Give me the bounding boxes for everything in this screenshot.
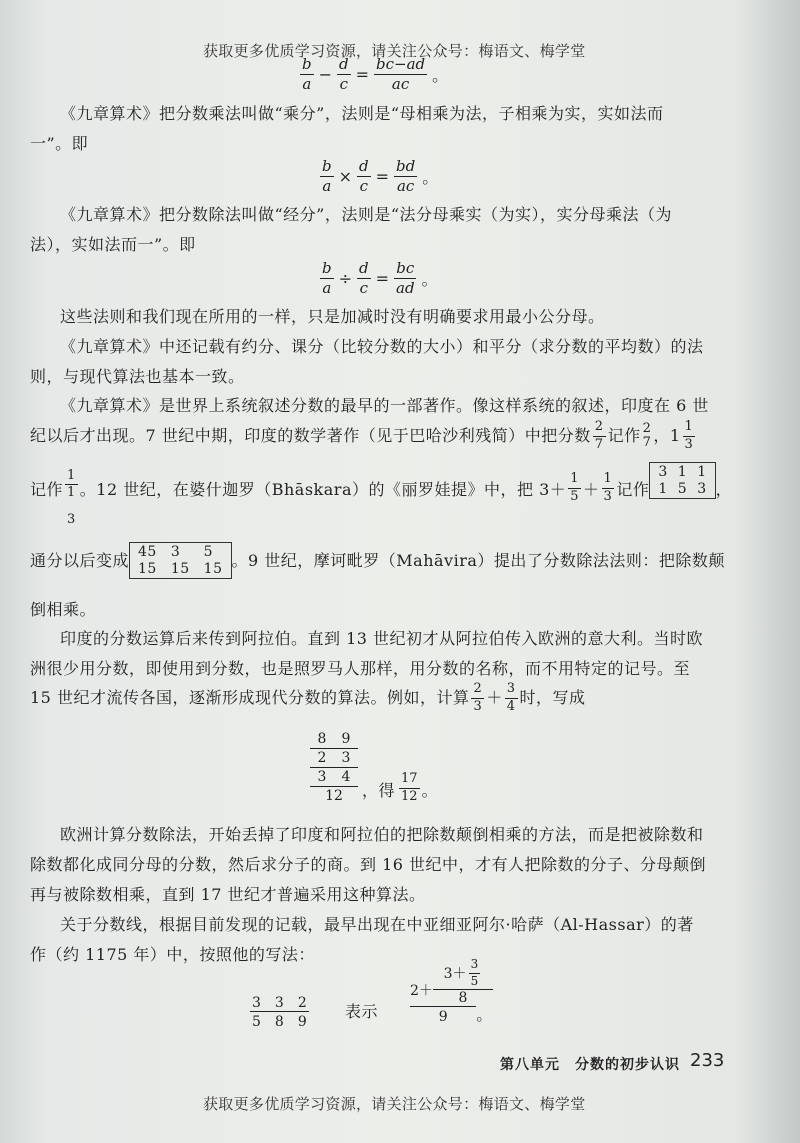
fraction: $\frac{bc-ad}{ac}$ [376, 55, 426, 94]
paragraph-line: 关于分数线，根据目前发现的记载，最早出现在中亚细亚阿尔·哈萨（Al-Hassar）的著 [60, 915, 694, 934]
header-banner: 获取更多优质学习资源，请关注公众号：梅语文、梅学堂 [203, 42, 586, 60]
fraction: $\frac{3}{4}$ [506, 681, 516, 714]
paragraph-line: 欧洲计算分数除法，开始丢掉了印度和阿拉伯的把除数颠倒相乘的方法，而是把被除数和 [60, 825, 704, 844]
fraction: $\frac{b}{a}$ [322, 157, 332, 196]
paragraph-line: 作（约 1175 年）中，按照他的写法： [30, 945, 315, 964]
paragraph-line: 再与被除数相乘，直到 17 世纪才普遍采用这种算法。 [30, 885, 426, 904]
page-number: 233 [690, 1050, 725, 1071]
fraction: $\frac{17}{12}$ [401, 771, 418, 805]
paragraph-line: 《九章算术》把分数除法叫做“经分”，法则是“法分母乘实（为实），实分母乘法（为 [60, 205, 673, 224]
fraction: $\frac{d}{c}$ [359, 259, 369, 298]
fraction: $\frac{b}{a}$ [322, 259, 332, 298]
fraction: $\frac{d}{c}$ [359, 157, 369, 196]
stacked-fraction: 1 1 3 [67, 468, 76, 528]
paragraph-line: 15 世纪才流传各国，逐渐形成现代分数的算法。例如，计算 $\frac{2}{3}$ ＋ $\frac{3}{4}$ 时，写成 [30, 681, 586, 714]
indian-notation-box: 45 3 5 15 15 15 [129, 542, 231, 579]
paragraph-line: 一”。即 [30, 134, 89, 153]
formula-subtraction: $\frac{b}{a}$ − $\frac{d}{c}$ = $\frac{bc-ad}{ac}$ 。 [302, 55, 449, 94]
fraction: $\frac{1}{3}$ [684, 419, 694, 452]
hassar-notation: 3 3 2 5 8 9 [252, 995, 307, 1030]
unit-title: 第八单元 分数的初步认识 [500, 1057, 680, 1073]
means-label: 表示 [345, 1002, 379, 1021]
paragraph-line: 则，与现代算法也基本一致。 [30, 367, 245, 386]
paragraph-line: 《九章算术》中还记载有约分、课分（比较分数的大小）和平分（求分数的平均数）的法 [60, 337, 704, 356]
fraction: $\frac{d}{c}$ [339, 55, 349, 94]
paragraph-line: 印度的分数运算后来传到阿拉伯。直到 13 世纪初才从阿拉伯传入欧洲的意大利。当时欧 [60, 629, 704, 648]
calc-stack: 8 9 2 3 3 4 12 [310, 730, 358, 805]
fraction: $\frac{2}{7}$ [594, 419, 604, 452]
formula-division: $\frac{b}{a}$ ÷ $\frac{d}{c}$ = $\frac{bc}{ad}$ 。 [322, 259, 438, 298]
paragraph-line: 记作 1 1 3 。12 世纪，在婆什迦罗（Bhāskara）的《丽罗娃提》中，把 3＋ $\frac{1}{5}$ ＋ $\frac{1}{3}$ 记作 3 1 1 1 5 3 ， [30, 464, 733, 528]
european-calculation: 8 9 2 3 3 4 12 ，得 $\frac{17}{12}$ 。 [310, 730, 438, 805]
fraction: $\frac{2}{3}$ [473, 681, 483, 714]
paragraph-line: 法），实如法而一”。即 [30, 235, 196, 254]
paragraph-line: 洲很少用分数，即使用到分数，也是照罗马人那样，用分数的名称，而不用特定的记号。至 [30, 659, 691, 678]
footer-banner: 获取更多优质学习资源，请关注公众号：梅语文、梅学堂 [203, 1095, 586, 1113]
fraction: $\frac{3}{5}$ [470, 957, 479, 988]
paragraph-line: 《九章算术》是世界上系统叙述分数的最早的一部著作。像这样系统的叙述，印度在 6 世 [60, 396, 709, 415]
fraction: $\frac{1}{3}$ [603, 471, 613, 504]
indian-notation-box: 3 1 1 1 5 3 [649, 462, 715, 499]
paragraph-line: 这些法则和我们现在所用的一样，只是加减时没有明确要求用最小公分母。 [60, 307, 605, 326]
formula-multiplication: $\frac{b}{a}$ × $\frac{d}{c}$ = $\frac{bd}{ac}$ 。 [322, 157, 439, 196]
paragraph-line: 倒相乘。 [30, 600, 97, 619]
fraction: $\frac{bc}{ad}$ [396, 259, 415, 298]
fraction-upright: 2 7 [642, 420, 652, 451]
fraction: $\frac{bd}{ac}$ [396, 157, 416, 196]
paragraph-line: 通分以后变成 45 3 5 15 15 15 。9 世纪，摩诃毗罗（Mahāvira）提出了分数除法法则：把除数颠 [30, 544, 725, 577]
paragraph-line: 《九章算术》把分数乘法叫做“乘分”，法则是“母相乘为法，子相乘为实，实如法而 [60, 104, 664, 123]
paragraph-line: 除数都化成同分母的分数，然后求分子的商。到 16 世纪中，才有人把除数的分子、分母颠倒 [30, 855, 707, 874]
paragraph-line: 纪以后才出现。7 世纪中期，印度的数学著作（见于巴哈沙利残简）中把分数 $\frac{2}{7}$ 记作 2 7 ，1 $\frac{1}{3}$ [30, 419, 694, 452]
continued-fraction: 2＋ 3＋ $\frac{3}{5}$ 8 9 。 [410, 957, 493, 1025]
fraction: $\frac{1}{5}$ [570, 471, 580, 504]
fraction: $\frac{b}{a}$ [302, 55, 312, 94]
